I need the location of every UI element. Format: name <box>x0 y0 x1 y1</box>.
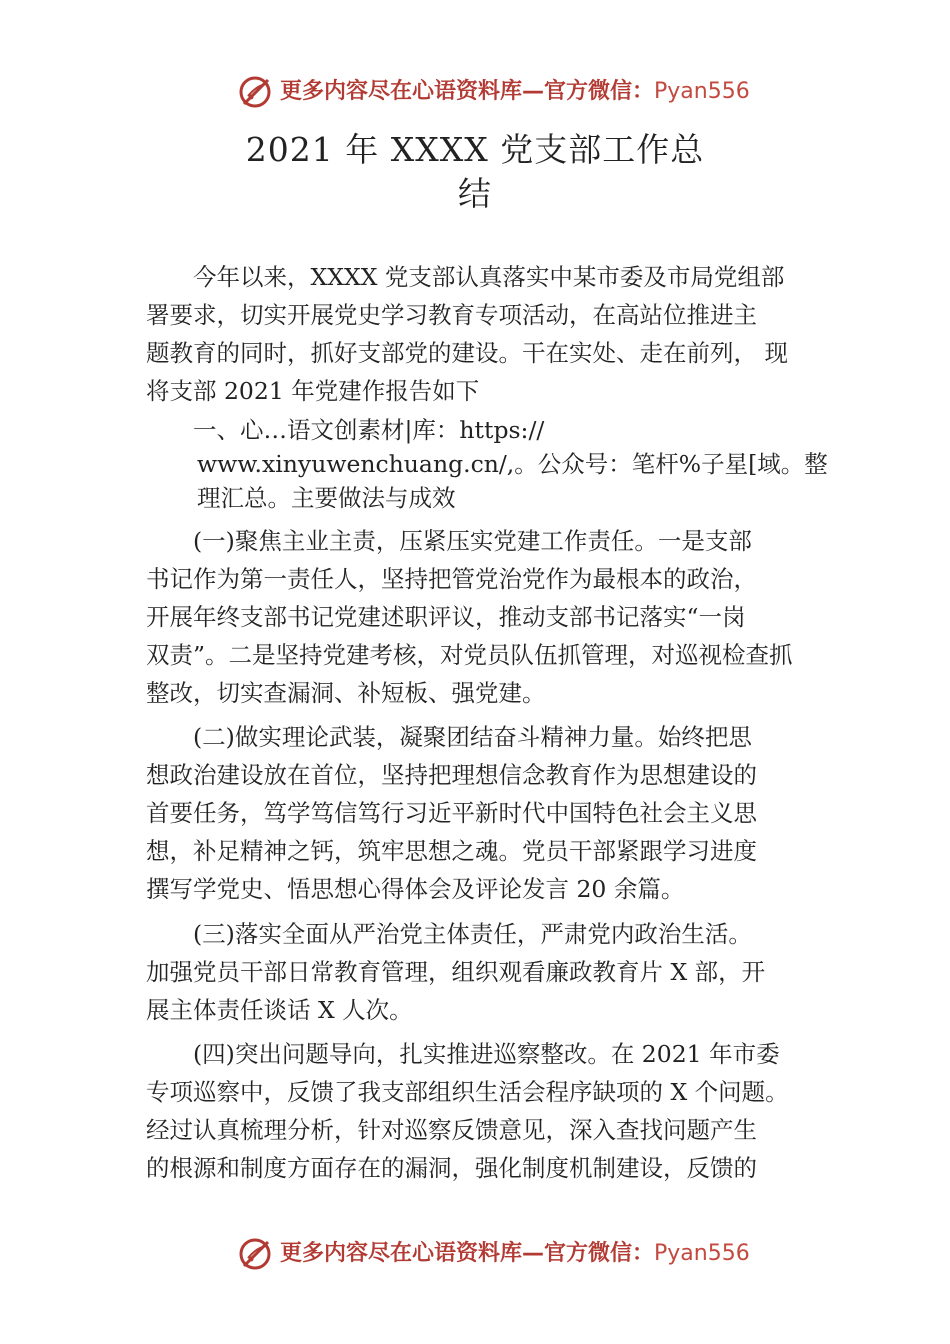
pen-logo-icon <box>238 74 274 110</box>
text-line: 署要求，切实开展党史学习教育专项活动，在高站位推进主 <box>146 301 757 329</box>
header-banner <box>0 70 950 114</box>
banner-wechat-id: Pyan556 <box>654 79 750 104</box>
text-line: 的根源和制度方面存在的漏洞，强化制度机制建设，反馈的 <box>146 1154 757 1182</box>
text-line: 撰写学党史、悟思想心得体会及评论发言 20 余篇。 <box>146 875 685 903</box>
intro-paragraph <box>146 258 808 410</box>
text-line: 想政治建设放在首位，坚持把理想信念教育作为思想建设的 <box>146 761 757 789</box>
title-line: 结 <box>458 174 492 213</box>
text-line: 专项巡察中，反馈了我支部组织生活会程序缺项的 X 个问题。 <box>146 1078 789 1106</box>
text-line: (二)做实理论武装，凝聚团结奋斗精神力量。始终把思 <box>193 723 752 751</box>
text-line: 首要任务，笃学笃信笃行习近平新时代中国特色社会主义思 <box>146 799 757 827</box>
text-line: 题教育的同时，抓好支部党的建设。干在实处、走在前列， 现 <box>146 339 788 367</box>
footer-banner <box>0 1232 950 1276</box>
document-title <box>0 128 950 216</box>
text-line: 一、心…语文创素材|库：https:// <box>193 416 545 444</box>
item-paragraph-4 <box>146 1035 808 1187</box>
text-line: 书记作为第一责任人，坚持把管党治党作为最根本的政治， <box>146 565 757 593</box>
item-paragraph-2 <box>146 718 808 908</box>
text-line: 经过认真梳理分析，针对巡察反馈意见，深入查找问题产生 <box>146 1116 757 1144</box>
banner-text: 更多内容尽在心语资料库—官方微信： <box>280 1241 655 1266</box>
text-line: (四)突出问题导向，扎实推进巡察整改。在 2021 年市委 <box>193 1040 780 1068</box>
banner-wechat-id: Pyan556 <box>654 1241 750 1266</box>
text-line: 理汇总。主要做法与成效 <box>197 484 456 512</box>
text-line: 展主体责任谈话 X 人次。 <box>146 996 413 1024</box>
text-line: 加强党员干部日常教育管理，组织观看廉政教育片 X 部，开 <box>146 958 766 986</box>
item-paragraph-1 <box>146 522 808 712</box>
title-line: 2021 年 XXXX 党支部工作总 <box>245 130 705 169</box>
text-line: 开展年终支部书记党建述职评议，推动支部书记落实“一岗 <box>146 603 746 631</box>
text-line: 想，补足精神之钙，筑牢思想之魂。党员干部紧跟学习进度 <box>146 837 757 865</box>
text-line: 今年以来，XXXX 党支部认真落实中某市委及市局党组部 <box>193 263 785 291</box>
text-line: www.xinyuwenchuang.cn/,。公众号：笔杆%子星[域。整 <box>197 450 828 478</box>
text-line: 将支部 2021 年党建作报告如下 <box>146 377 480 405</box>
text-line: 整改，切实查漏洞、补短板、强党建。 <box>146 679 546 707</box>
text-line: 双责”。二是坚持党建考核，对党员队伍抓管理，对巡视检查抓 <box>146 641 793 669</box>
banner-text: 更多内容尽在心语资料库—官方微信： <box>280 79 655 104</box>
item-paragraph-3 <box>146 915 808 1029</box>
text-line: (一)聚焦主业主责，压紧压实党建工作责任。一是支部 <box>193 527 752 555</box>
section-heading <box>146 413 828 515</box>
text-line: (三)落实全面从严治党主体责任，严肃党内政治生活。 <box>193 920 752 948</box>
pen-logo-icon <box>238 1236 274 1272</box>
